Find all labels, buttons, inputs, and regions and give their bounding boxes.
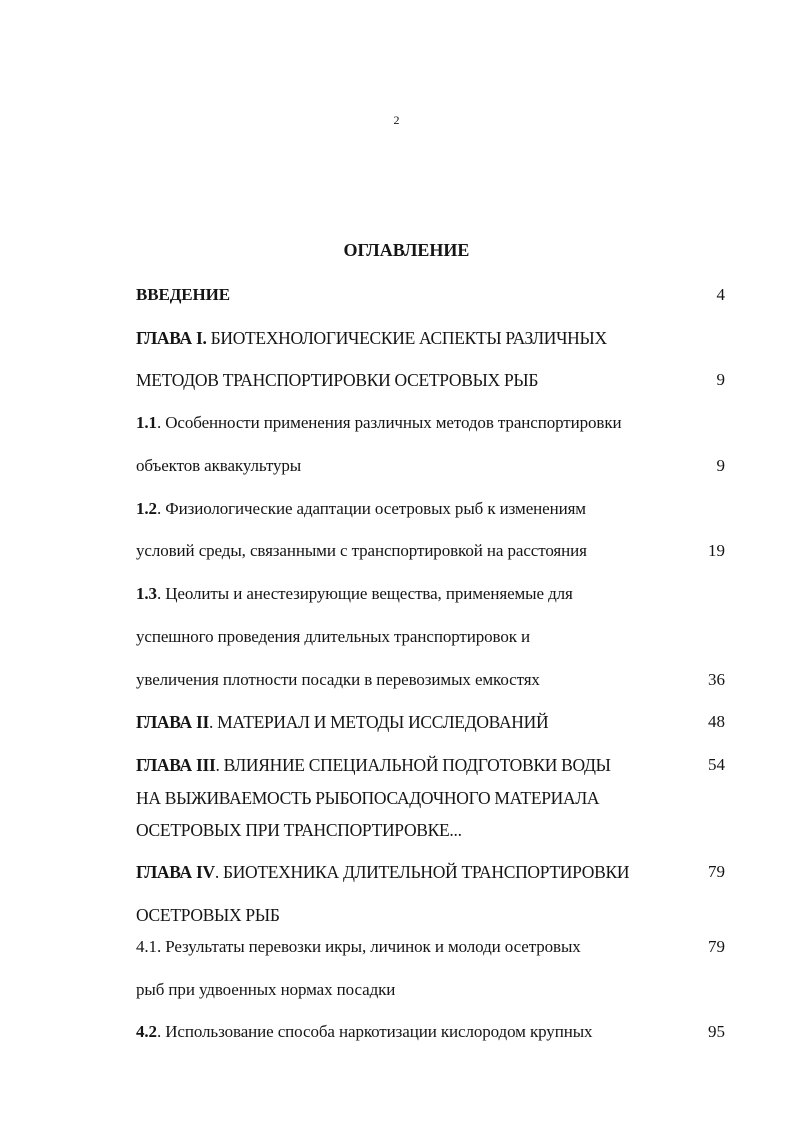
toc-line: ОСЕТРОВЫХ РЫБ — [136, 905, 280, 925]
toc-line: 1.2. Физиологические адаптации осетровых рыб к изменениям — [136, 499, 586, 518]
toc-page-ref: 4 — [716, 285, 725, 304]
toc-page-ref: 48 — [708, 712, 725, 731]
toc-line: ОСЕТРОВЫХ ПРИ ТРАНСПОРТИРОВКЕ... — [136, 820, 462, 840]
toc-page-ref: 36 — [708, 670, 725, 689]
toc-line: ГЛАВА IV. БИОТЕХНИКА ДЛИТЕЛЬНОЙ ТРАНСПОРТИРОВКИ — [136, 862, 630, 882]
toc-line: объектов аквакультуры — [136, 456, 302, 475]
toc-title: ОГЛАВЛЕНИЕ — [343, 240, 470, 260]
toc-line: ГЛАВА III. ВЛИЯНИЕ СПЕЦИАЛЬНОЙ ПОДГОТОВКИ ВОДЫ — [136, 755, 611, 775]
toc-line: рыб при удвоенных нормах посадки — [136, 980, 396, 999]
toc-line: условий среды, связанными с транспортировкой на расстояния — [136, 541, 587, 560]
toc-line: НА ВЫЖИВАЕМОСТЬ РЫБОПОСАДОЧНОГО МАТЕРИАЛА — [136, 788, 600, 808]
toc-page-ref: 95 — [708, 1022, 725, 1041]
toc-page-ref: 79 — [708, 862, 725, 881]
toc-page-ref: 9 — [716, 370, 725, 389]
toc-line: ГЛАВА II. МАТЕРИАЛ И МЕТОДЫ ИССЛЕДОВАНИЙ — [136, 712, 549, 732]
toc-line: увеличения плотности посадки в перевозимых емкостях — [136, 670, 540, 689]
toc-page-ref: 79 — [708, 937, 725, 956]
toc-page-ref: 9 — [716, 456, 725, 475]
toc-page-ref: 54 — [708, 755, 725, 774]
toc-line: успешного проведения длительных транспортировок и — [136, 627, 531, 646]
toc-page-ref: 19 — [708, 541, 725, 560]
toc-line: 1.3. Цеолиты и анестезирующие вещества, применяемые для — [136, 584, 573, 603]
toc-line: МЕТОДОВ ТРАНСПОРТИРОВКИ ОСЕТРОВЫХ РЫБ — [136, 370, 539, 390]
toc-line: 4.2. Использование способа наркотизации кислородом крупных — [136, 1022, 593, 1041]
toc-line: 1.1. Особенности применения различных методов транспортировки — [136, 413, 622, 432]
page-number: 2 — [393, 113, 400, 127]
toc-line: 4.1. Результаты перевозки икры, личинок и молоди осетровых — [136, 937, 581, 956]
toc-line: ВВЕДЕНИЕ — [136, 285, 231, 304]
toc-line: ГЛАВА I. БИОТЕХНОЛОГИЧЕСКИЕ АСПЕКТЫ РАЗЛИЧНЫХ — [136, 328, 607, 348]
